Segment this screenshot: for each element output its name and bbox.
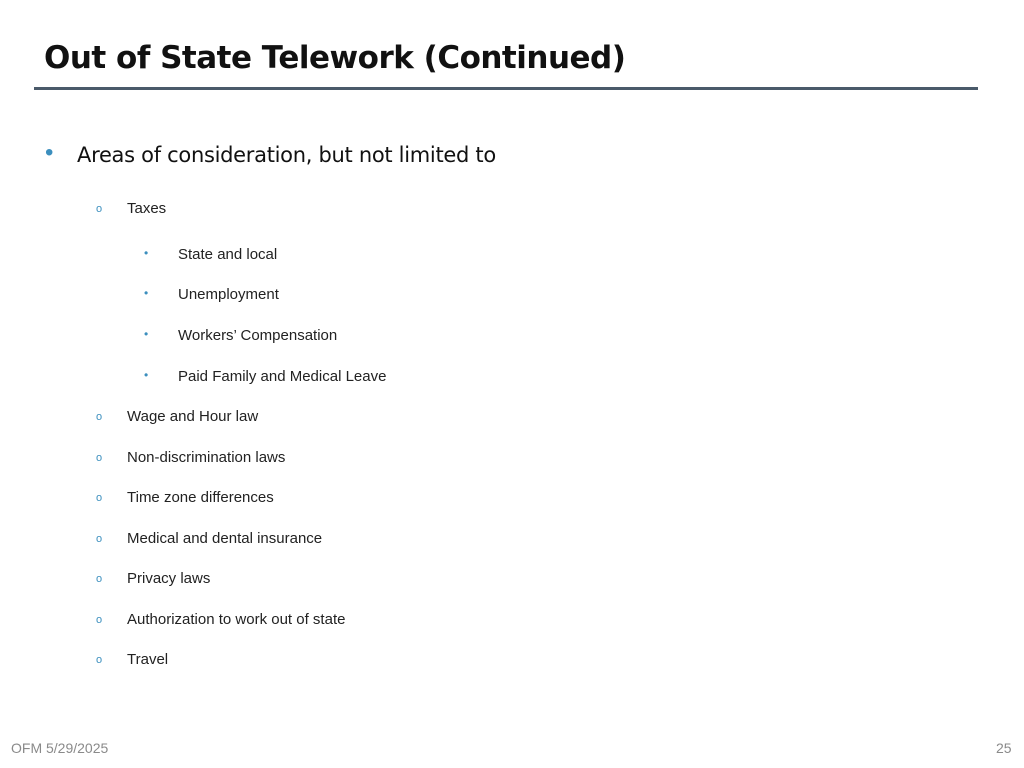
- circle-bullet-icon: o: [96, 654, 103, 666]
- list-item-text: Authorization to work out of state: [127, 611, 346, 628]
- list-item-text: Privacy laws: [127, 570, 211, 587]
- circle-bullet-icon: o: [96, 411, 103, 423]
- circle-bullet-icon: o: [96, 452, 103, 464]
- heading-bullet-text: Areas of consideration, but not limited to: [77, 143, 496, 167]
- list-item-text: Non-discrimination laws: [127, 449, 286, 466]
- list-item-text: State and local: [178, 246, 278, 263]
- bullet-dot-icon: •: [45, 139, 54, 166]
- bullet-dot-icon: •: [144, 368, 149, 382]
- bullet-dot-icon: •: [144, 286, 149, 300]
- list-item-text: Wage and Hour law: [127, 408, 259, 425]
- list-item-text: Medical and dental insurance: [127, 530, 323, 547]
- footer-text: OFM 5/29/2025: [11, 740, 109, 756]
- page-number: 25: [996, 740, 1012, 756]
- bullet-dot-icon: •: [144, 246, 149, 260]
- circle-bullet-icon: o: [96, 492, 103, 504]
- list-item-text: Taxes: [127, 200, 167, 217]
- list-item-text: Workers’ Compensation: [178, 327, 338, 344]
- title-divider: [34, 87, 978, 90]
- circle-bullet-icon: o: [96, 203, 103, 215]
- circle-bullet-icon: o: [96, 573, 103, 585]
- circle-bullet-icon: o: [96, 614, 103, 626]
- slide-title: Out of State Telework (Continued): [44, 40, 626, 76]
- list-item-text: Paid Family and Medical Leave: [178, 368, 387, 385]
- list-item-text: Travel: [127, 651, 169, 668]
- circle-bullet-icon: o: [96, 533, 103, 545]
- list-item-text: Unemployment: [178, 286, 279, 303]
- list-item-text: Time zone differences: [127, 489, 274, 506]
- bullet-dot-icon: •: [144, 327, 149, 341]
